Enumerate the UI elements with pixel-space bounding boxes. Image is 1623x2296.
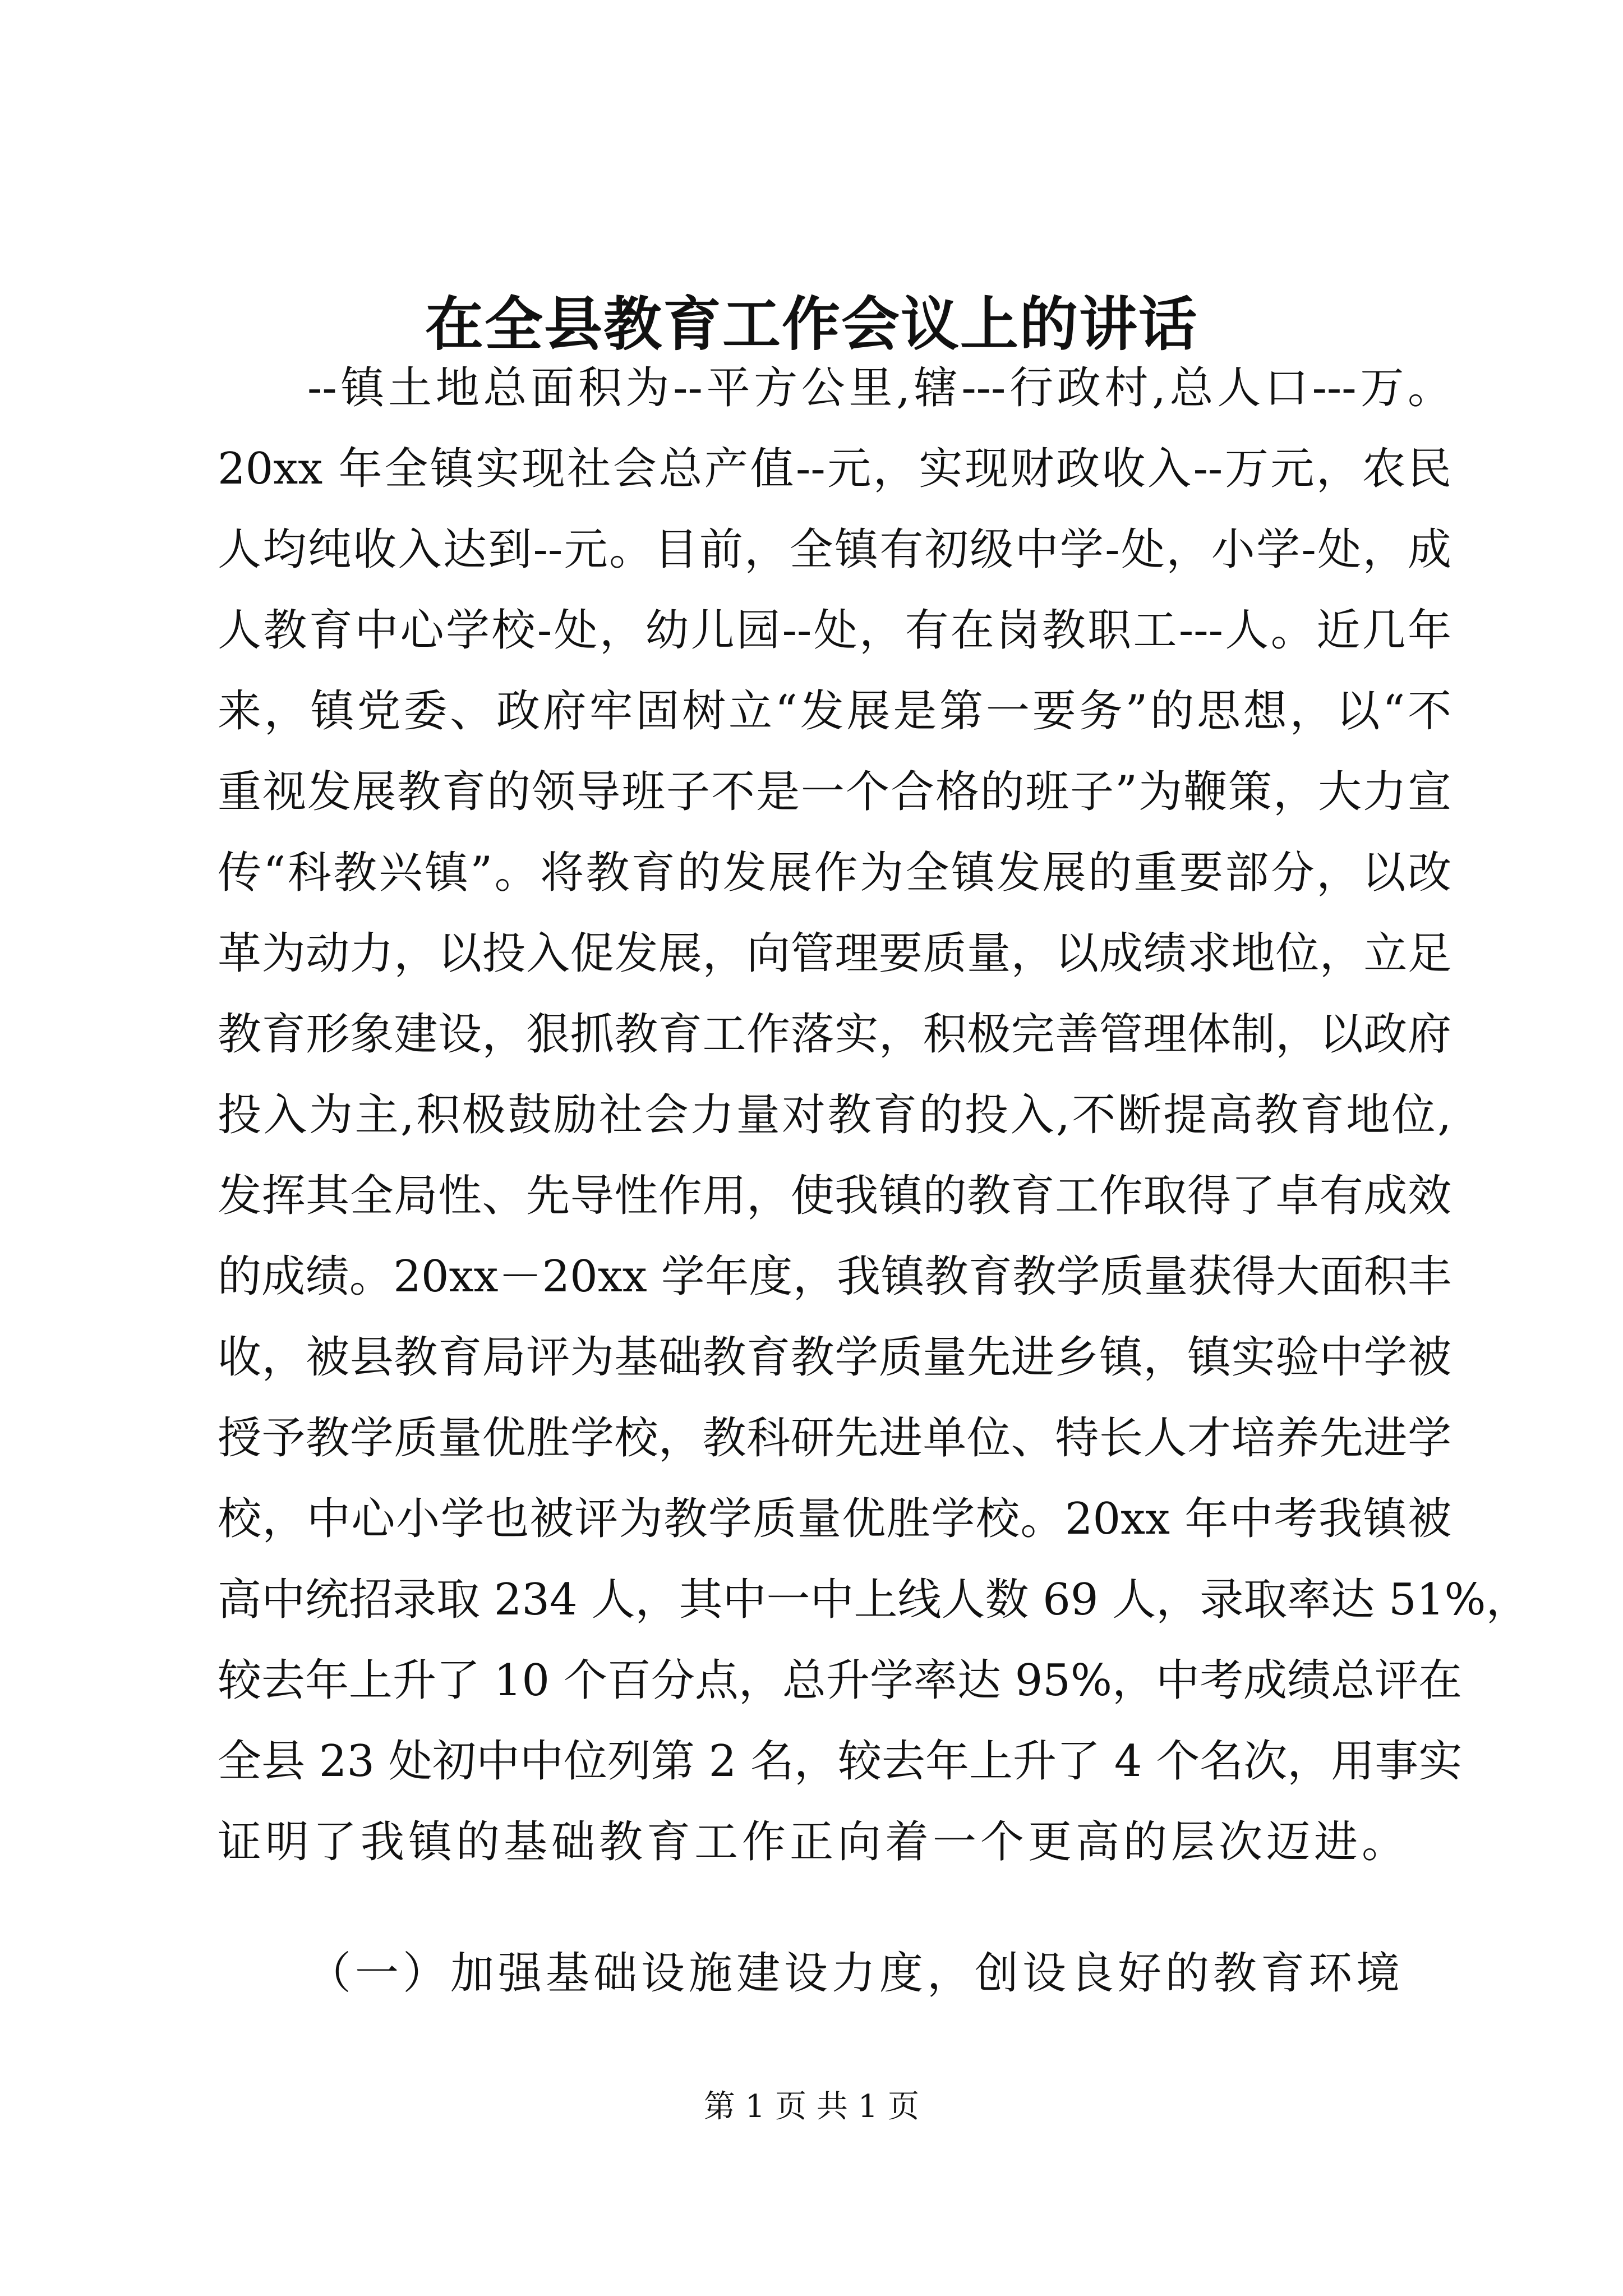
paragraph-line: 校，中心小学也被评为教学质量优胜学校。20xx 年中考我镇被	[218, 1494, 1451, 1544]
paragraph-line: 授予教学质量优胜学校，教科研先进单位、特长人才培养先进学	[218, 1413, 1451, 1464]
page-footer: 第 1 页 共 1 页	[703, 2088, 920, 2125]
paragraph-line: 证明了我镇的基础教育工作正向着一个更高的层次迈进。	[218, 1817, 1410, 1867]
paragraph-line: 革为动力，以投入促发展，向管理要质量，以成绩求地位，立足	[218, 928, 1451, 979]
paragraph-line: 来，镇党委、政府牢固树立“发展是第一要务”的思想，以“不	[218, 686, 1451, 737]
paragraph-line: 20xx 年全镇实现社会总产值--元，实现财政收入--万元，农民	[218, 444, 1451, 494]
paragraph-line: 较去年上升了 10 个百分点，总升学率达 95%，中考成绩总评在	[218, 1655, 1463, 1706]
paragraph-line: 的成绩。20xx－20xx 学年度，我镇教育教学质量获得大面积丰	[218, 1251, 1451, 1302]
paragraph-line: 收，被县教育局评为基础教育教学质量先进乡镇，镇实验中学被	[218, 1332, 1451, 1383]
paragraph-line: --镇土地总面积为--平方公里,辖---行政村,总人口---万。	[307, 363, 1451, 413]
paragraph-line: 教育形象建设，狠抓教育工作落实，积极完善管理体制，以政府	[218, 1009, 1451, 1060]
paragraph-line: 投入为主,积极鼓励社会力量对教育的投入,不断提高教育地位,	[218, 1090, 1451, 1140]
paragraph-line: 高中统招录取 234 人，其中一中上线人数 69 人，录取率达 51%，	[218, 1575, 1530, 1625]
section-heading: （一）加强基础设施建设力度，创设良好的教育环境	[307, 1948, 1404, 1999]
paragraph-line: 发挥其全局性、先导性作用，使我镇的教育工作取得了卓有成效	[218, 1171, 1451, 1221]
paragraph-line: 重视发展教育的领导班子不是一个合格的班子”为鞭策，大力宣	[218, 767, 1451, 817]
paragraph-line: 全县 23 处初中中位列第 2 名，较去年上升了 4 个名次，用事实	[218, 1736, 1463, 1787]
body-paragraph	[218, 348, 1530, 1883]
paragraph-line: 人均纯收入达到--元。目前，全镇有初级中学-处，小学-处，成	[218, 524, 1451, 575]
paragraph-line: 传“科教兴镇”。将教育的发展作为全镇发展的重要部分，以改	[218, 848, 1451, 898]
paragraph-line: 人教育中心学校-处，幼儿园--处，有在岗教职工---人。近几年	[218, 605, 1451, 656]
document-title: 在全县教育工作会议上的讲话	[425, 289, 1198, 358]
